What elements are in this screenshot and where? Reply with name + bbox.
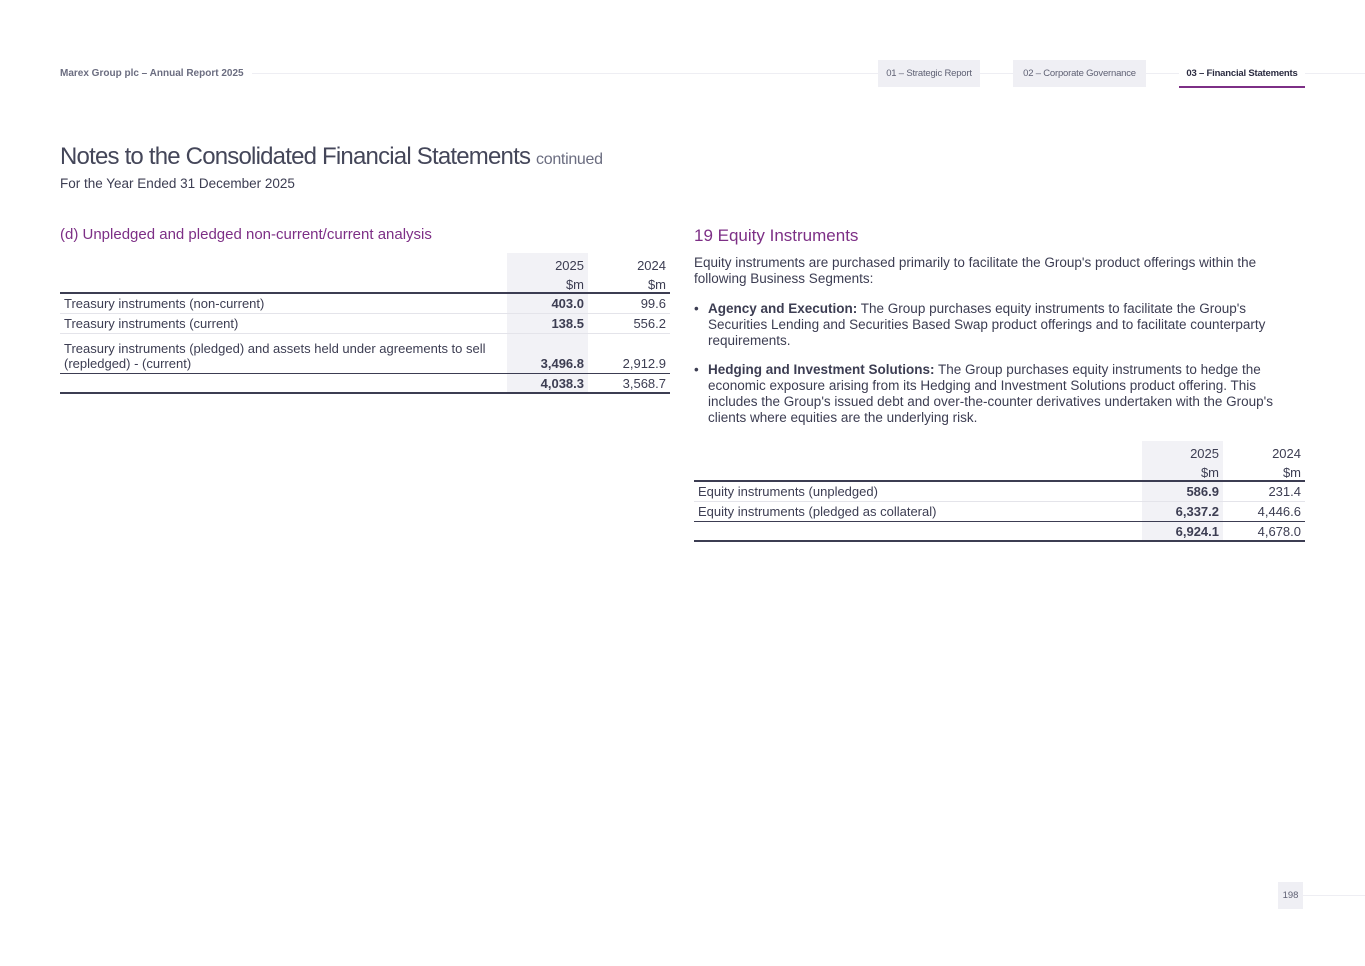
row-label: Equity instruments (unpledged) bbox=[694, 481, 1142, 502]
section-heading-equity-instruments: 19 Equity Instruments bbox=[694, 226, 859, 245]
unit-label-cell bbox=[694, 461, 1142, 481]
total-label-cell bbox=[694, 522, 1142, 542]
bullet-title: Agency and Execution: bbox=[708, 301, 858, 316]
header-year-2024: 2024 bbox=[637, 258, 666, 273]
page-title-suffix: continued bbox=[536, 151, 603, 168]
value-2025: 3,496.8 bbox=[507, 334, 588, 374]
tab-strategic-report[interactable]: 01 – Strategic Report bbox=[878, 60, 980, 87]
value-2024: 2,912.9 bbox=[622, 356, 666, 371]
bullet-title: Hedging and Investment Solutions: bbox=[708, 362, 935, 377]
header-label-cell bbox=[694, 441, 1142, 461]
unit-2025: $m bbox=[507, 273, 588, 293]
value-2025: 586.9 bbox=[1142, 481, 1223, 502]
page-number: 198 bbox=[1278, 882, 1303, 909]
value-2024: 4,446.6 bbox=[1257, 504, 1301, 519]
row-label: Treasury instruments (pledged) and assets held under agreements to sell (repledged) - (current) bbox=[64, 341, 486, 371]
table-total-row bbox=[694, 522, 1305, 542]
total-label-cell bbox=[60, 374, 507, 394]
bullet-text bbox=[708, 362, 1304, 426]
row-label: Treasury instruments (current) bbox=[60, 314, 507, 334]
unit-2025: $m bbox=[1142, 461, 1223, 481]
top-bar bbox=[0, 0, 1365, 100]
bullet-text bbox=[708, 301, 1304, 349]
page-title bbox=[60, 143, 603, 171]
unit-label-cell bbox=[60, 273, 507, 293]
value-2024: 99.6 bbox=[588, 293, 670, 314]
value-2024: 556.2 bbox=[588, 314, 670, 334]
table-row bbox=[60, 293, 670, 314]
header-year-2024: 2024 bbox=[1272, 446, 1301, 461]
table-row bbox=[60, 314, 670, 334]
footer-divider bbox=[1303, 895, 1365, 896]
bullet-body: The Group purchases equity instruments to hedge the economic exposure arising from its Hedging and Investment Solutions product offering. This includes the Group's issued debt and over-the-counter derivatives undertaken with the Group's clients where equities are the underlying risk. bbox=[708, 362, 1273, 425]
value-2025: 403.0 bbox=[507, 293, 588, 314]
total-2024: 4,678.0 bbox=[1223, 522, 1305, 542]
total-2025: 6,924.1 bbox=[1142, 522, 1223, 542]
bullet-body: The Group purchases equity instruments to facilitate the Group's Securities Lending and Securities Based Swap product offerings and to facilitate counterparty requirements. bbox=[708, 301, 1266, 348]
header-year-2025: 2025 bbox=[1142, 441, 1223, 461]
bullet-hedging-investment bbox=[694, 362, 1304, 426]
table-unit-row bbox=[60, 273, 670, 293]
equity-instruments-table bbox=[694, 441, 1305, 542]
table-row bbox=[694, 502, 1305, 522]
unit-2024: $m bbox=[1223, 461, 1305, 481]
total-2024: 3,568.7 bbox=[588, 374, 670, 394]
header-label-cell bbox=[60, 253, 507, 273]
page-title-text: Notes to the Consolidated Financial Statements bbox=[60, 143, 531, 170]
tab-corporate-governance[interactable]: 02 – Corporate Governance bbox=[1013, 60, 1146, 87]
header-year-2025: 2025 bbox=[507, 253, 588, 273]
section-heading-pledged-analysis: (d) Unpledged and pledged non-current/current analysis bbox=[60, 226, 432, 243]
bullet-icon: • bbox=[694, 362, 699, 377]
table-total-row bbox=[60, 374, 670, 394]
value-2024: 231.4 bbox=[1223, 481, 1305, 502]
table-row bbox=[694, 481, 1305, 502]
intro-paragraph: Equity instruments are purchased primarily to facilitate the Group's product offerings within the following Business Segments: bbox=[694, 255, 1257, 286]
table-header-row bbox=[60, 253, 670, 273]
table-unit-row bbox=[694, 461, 1305, 481]
total-2025: 4,038.3 bbox=[507, 374, 588, 394]
row-label: Treasury instruments (non-current) bbox=[60, 293, 507, 314]
value-2025: 6,337.2 bbox=[1142, 502, 1223, 522]
report-title: Marex Group plc – Annual Report 2025 bbox=[60, 68, 244, 79]
unit-2024: $m bbox=[588, 273, 670, 293]
bullet-icon: • bbox=[694, 301, 699, 316]
table-header-row bbox=[694, 441, 1305, 461]
value-2025: 138.5 bbox=[507, 314, 588, 334]
table-row bbox=[60, 334, 670, 374]
tab-financial-statements[interactable]: 03 – Financial Statements bbox=[1179, 60, 1305, 88]
page-subtitle: For the Year Ended 31 December 2025 bbox=[60, 176, 295, 191]
pledged-analysis-table bbox=[60, 253, 670, 394]
bullet-agency-execution bbox=[694, 301, 1304, 349]
row-label: Equity instruments (pledged as collateral) bbox=[698, 504, 937, 519]
